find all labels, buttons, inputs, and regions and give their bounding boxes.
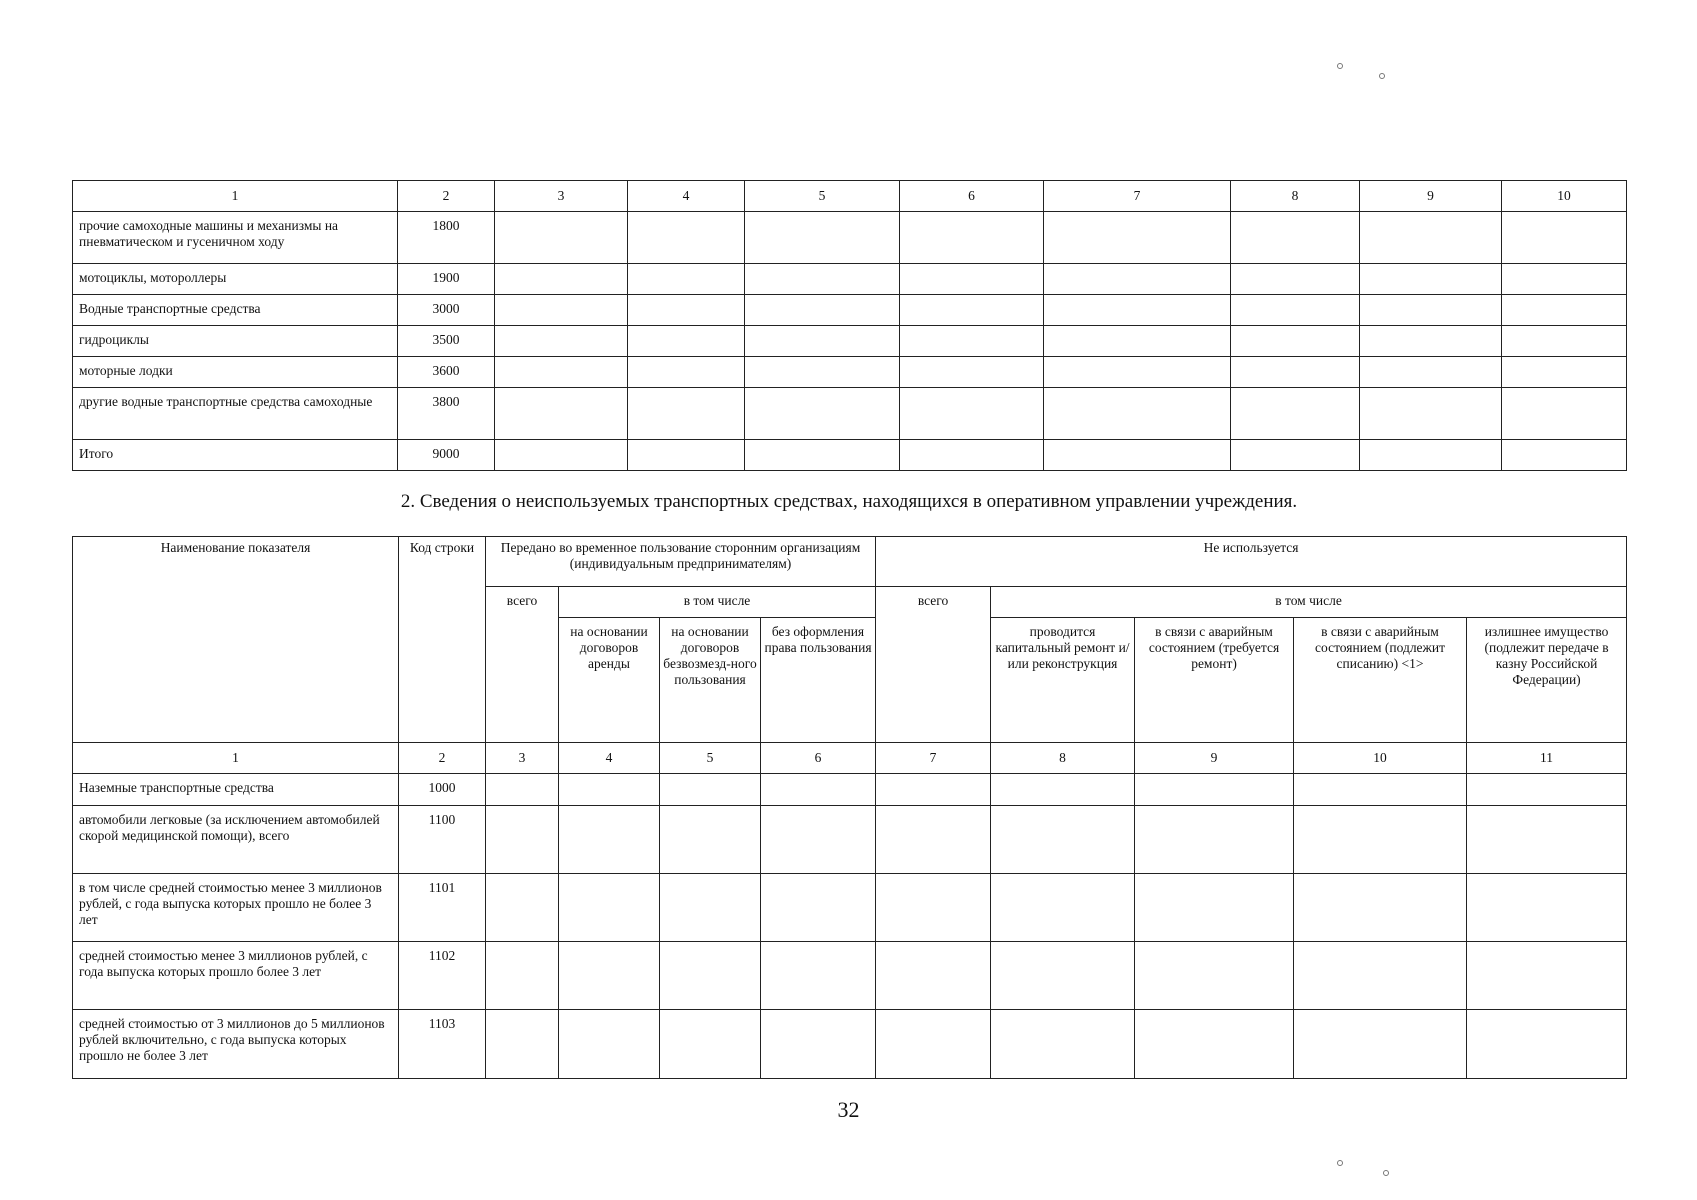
data-cell[interactable] bbox=[495, 388, 628, 440]
column-numbers-row bbox=[73, 743, 1627, 774]
data-cell[interactable] bbox=[1502, 295, 1627, 326]
data-cell[interactable] bbox=[745, 326, 900, 357]
data-cell[interactable] bbox=[1044, 212, 1231, 264]
row-name: моторные лодки bbox=[73, 357, 398, 388]
data-cell[interactable] bbox=[876, 1010, 991, 1079]
row-name: Итого bbox=[73, 440, 398, 471]
table-row bbox=[73, 874, 1627, 942]
column-number: 3 bbox=[486, 743, 559, 774]
row-code: 3600 bbox=[398, 357, 495, 388]
data-cell[interactable] bbox=[1467, 806, 1627, 874]
data-cell[interactable] bbox=[1502, 440, 1627, 471]
data-cell[interactable] bbox=[1135, 942, 1294, 1010]
header-including-not-used: в том числе bbox=[991, 587, 1627, 618]
data-cell[interactable] bbox=[900, 212, 1044, 264]
data-cell[interactable] bbox=[1135, 874, 1294, 942]
data-cell[interactable] bbox=[900, 264, 1044, 295]
column-number: 6 bbox=[761, 743, 876, 774]
row-name: Наземные транспортные средства bbox=[73, 774, 399, 806]
row-name: средней стоимостью от 3 миллионов до 5 миллионов рублей включительно, с года выпуска которых прошло не более 3 лет bbox=[73, 1010, 399, 1079]
header-including-transferred: в том числе bbox=[559, 587, 876, 618]
data-cell[interactable] bbox=[1467, 942, 1627, 1010]
column-number: 9 bbox=[1360, 181, 1502, 212]
data-cell[interactable] bbox=[495, 440, 628, 471]
data-cell[interactable] bbox=[559, 806, 660, 874]
data-cell[interactable] bbox=[1044, 326, 1231, 357]
data-cell[interactable] bbox=[876, 774, 991, 806]
data-cell[interactable] bbox=[991, 874, 1135, 942]
column-numbers-row bbox=[73, 181, 1627, 212]
row-code: 1101 bbox=[399, 874, 486, 942]
column-number: 7 bbox=[876, 743, 991, 774]
data-cell[interactable] bbox=[761, 1010, 876, 1079]
data-cell[interactable] bbox=[559, 942, 660, 1010]
row-code: 1103 bbox=[399, 1010, 486, 1079]
column-number: 3 bbox=[495, 181, 628, 212]
row-name: Водные транспортные средства bbox=[73, 295, 398, 326]
data-cell[interactable] bbox=[991, 1010, 1135, 1079]
data-cell[interactable] bbox=[1360, 388, 1502, 440]
column-number: 5 bbox=[745, 181, 900, 212]
data-cell[interactable] bbox=[660, 942, 761, 1010]
data-cell[interactable] bbox=[745, 440, 900, 471]
column-number: 9 bbox=[1135, 743, 1294, 774]
data-cell[interactable] bbox=[1044, 264, 1231, 295]
data-cell[interactable] bbox=[628, 440, 745, 471]
data-cell[interactable] bbox=[761, 806, 876, 874]
data-cell[interactable] bbox=[660, 774, 761, 806]
data-cell[interactable] bbox=[495, 357, 628, 388]
header-emergency-repair: в связи с аварийным состоянием (требуется ремонт) bbox=[1135, 618, 1294, 743]
row-code: 1102 bbox=[399, 942, 486, 1010]
table-row bbox=[73, 440, 1627, 471]
data-cell[interactable] bbox=[1502, 264, 1627, 295]
table-row bbox=[73, 774, 1627, 806]
data-cell[interactable] bbox=[559, 774, 660, 806]
data-cell[interactable] bbox=[991, 806, 1135, 874]
header-not-used: Не используется bbox=[876, 537, 1627, 587]
data-cell[interactable] bbox=[1360, 212, 1502, 264]
data-cell[interactable] bbox=[1231, 212, 1360, 264]
table-row bbox=[73, 212, 1627, 264]
row-name: средней стоимостью менее 3 миллионов рублей, с года выпуска которых прошло более 3 лет bbox=[73, 942, 399, 1010]
data-cell[interactable] bbox=[628, 388, 745, 440]
header-lease: на основании договоров аренды bbox=[559, 618, 660, 743]
table-row bbox=[73, 264, 1627, 295]
data-cell[interactable] bbox=[1294, 806, 1467, 874]
data-cell[interactable] bbox=[660, 1010, 761, 1079]
data-cell[interactable] bbox=[495, 295, 628, 326]
data-cell[interactable] bbox=[1294, 874, 1467, 942]
data-cell[interactable] bbox=[876, 874, 991, 942]
table-row bbox=[73, 357, 1627, 388]
data-cell[interactable] bbox=[876, 942, 991, 1010]
data-cell[interactable] bbox=[628, 212, 745, 264]
data-cell[interactable] bbox=[1360, 357, 1502, 388]
column-number: 4 bbox=[628, 181, 745, 212]
data-cell[interactable] bbox=[628, 326, 745, 357]
row-name: мотоциклы, мотороллеры bbox=[73, 264, 398, 295]
data-cell[interactable] bbox=[559, 1010, 660, 1079]
row-name: гидроциклы bbox=[73, 326, 398, 357]
unused-vehicles-table bbox=[72, 536, 1627, 1079]
data-cell[interactable] bbox=[900, 440, 1044, 471]
header-no-rights: без оформления права пользования bbox=[761, 618, 876, 743]
data-cell[interactable] bbox=[745, 264, 900, 295]
data-cell[interactable] bbox=[900, 357, 1044, 388]
row-name: в том числе средней стоимостью менее 3 миллионов рублей, с года выпуска которых прошло не более 3 лет bbox=[73, 874, 399, 942]
data-cell[interactable] bbox=[991, 942, 1135, 1010]
row-code: 3000 bbox=[398, 295, 495, 326]
column-number: 1 bbox=[73, 181, 398, 212]
data-cell[interactable] bbox=[660, 806, 761, 874]
data-cell[interactable] bbox=[1135, 774, 1294, 806]
table-row bbox=[73, 1010, 1627, 1079]
data-cell[interactable] bbox=[1360, 295, 1502, 326]
data-cell[interactable] bbox=[495, 264, 628, 295]
data-cell[interactable] bbox=[559, 874, 660, 942]
table-row bbox=[73, 295, 1627, 326]
column-number: 6 bbox=[900, 181, 1044, 212]
header-capital-repair: проводится капитальный ремонт и/или реконструкция bbox=[991, 618, 1135, 743]
data-cell[interactable] bbox=[660, 874, 761, 942]
data-cell[interactable] bbox=[628, 295, 745, 326]
table-row bbox=[73, 388, 1627, 440]
data-cell[interactable] bbox=[628, 264, 745, 295]
data-cell[interactable] bbox=[486, 942, 559, 1010]
column-number: 4 bbox=[559, 743, 660, 774]
column-number: 8 bbox=[991, 743, 1135, 774]
data-cell[interactable] bbox=[1294, 1010, 1467, 1079]
data-cell[interactable] bbox=[1044, 388, 1231, 440]
row-name: автомобили легковые (за исключением автомобилей скорой медицинской помощи), всего bbox=[73, 806, 399, 874]
data-cell[interactable] bbox=[1502, 388, 1627, 440]
data-cell[interactable] bbox=[745, 357, 900, 388]
data-cell[interactable] bbox=[1044, 440, 1231, 471]
row-code: 1000 bbox=[399, 774, 486, 806]
table-row bbox=[73, 942, 1627, 1010]
data-cell[interactable] bbox=[761, 942, 876, 1010]
column-number: 2 bbox=[399, 743, 486, 774]
data-cell[interactable] bbox=[1231, 295, 1360, 326]
header-free-use: на основании договоров безвозмезд-ного пользования bbox=[660, 618, 761, 743]
data-cell[interactable] bbox=[628, 357, 745, 388]
header-indicator-name: Наименование показателя bbox=[73, 537, 399, 743]
data-cell[interactable] bbox=[1231, 326, 1360, 357]
data-cell[interactable] bbox=[745, 212, 900, 264]
header-emergency-writeoff: в связи с аварийным состоянием (подлежит списанию) <1> bbox=[1294, 618, 1467, 743]
data-cell[interactable] bbox=[1294, 774, 1467, 806]
row-code: 1800 bbox=[398, 212, 495, 264]
data-cell[interactable] bbox=[745, 295, 900, 326]
data-cell[interactable] bbox=[1467, 874, 1627, 942]
scan-speck bbox=[1337, 1160, 1343, 1166]
page-number: 32 bbox=[837, 1097, 860, 1122]
data-cell[interactable] bbox=[900, 388, 1044, 440]
header-total-transferred: всего bbox=[486, 587, 559, 743]
header-transferred: Передано во временное пользование сторонним организациям (индивидуальным предпринимателям) bbox=[486, 537, 876, 587]
data-cell[interactable] bbox=[1294, 942, 1467, 1010]
column-number: 7 bbox=[1044, 181, 1231, 212]
scan-speck bbox=[1379, 73, 1385, 79]
row-name: другие водные транспортные средства самоходные bbox=[73, 388, 398, 440]
header-row-code: Код строки bbox=[399, 537, 486, 743]
data-cell[interactable] bbox=[1231, 357, 1360, 388]
data-cell[interactable] bbox=[486, 774, 559, 806]
data-cell[interactable] bbox=[1231, 440, 1360, 471]
data-cell[interactable] bbox=[1360, 326, 1502, 357]
data-cell[interactable] bbox=[761, 774, 876, 806]
data-cell[interactable] bbox=[745, 388, 900, 440]
data-cell[interactable] bbox=[1044, 357, 1231, 388]
row-code: 1100 bbox=[399, 806, 486, 874]
data-cell[interactable] bbox=[1135, 806, 1294, 874]
table-row bbox=[73, 806, 1627, 874]
data-cell[interactable] bbox=[1502, 212, 1627, 264]
row-name: прочие самоходные машины и механизмы на пневматическом и гусеничном ходу bbox=[73, 212, 398, 264]
data-cell[interactable] bbox=[486, 806, 559, 874]
data-cell[interactable] bbox=[1231, 264, 1360, 295]
data-cell[interactable] bbox=[486, 874, 559, 942]
table-row bbox=[73, 326, 1627, 357]
data-cell[interactable] bbox=[1360, 264, 1502, 295]
data-cell[interactable] bbox=[1231, 388, 1360, 440]
data-cell[interactable] bbox=[876, 806, 991, 874]
data-cell[interactable] bbox=[900, 326, 1044, 357]
row-code: 3500 bbox=[398, 326, 495, 357]
data-cell[interactable] bbox=[1360, 440, 1502, 471]
data-cell[interactable] bbox=[1044, 295, 1231, 326]
row-code: 3800 bbox=[398, 388, 495, 440]
scan-speck bbox=[1337, 63, 1343, 69]
data-cell[interactable] bbox=[1135, 1010, 1294, 1079]
data-cell[interactable] bbox=[1467, 1010, 1627, 1079]
header-total-not-used: всего bbox=[876, 587, 991, 743]
vehicles-table-continuation bbox=[72, 180, 1627, 471]
scan-speck bbox=[1383, 1170, 1389, 1176]
data-cell[interactable] bbox=[991, 774, 1135, 806]
data-cell[interactable] bbox=[495, 212, 628, 264]
data-cell[interactable] bbox=[1502, 326, 1627, 357]
data-cell[interactable] bbox=[761, 874, 876, 942]
row-code: 1900 bbox=[398, 264, 495, 295]
column-number: 2 bbox=[398, 181, 495, 212]
data-cell[interactable] bbox=[495, 326, 628, 357]
column-number: 1 bbox=[73, 743, 399, 774]
data-cell[interactable] bbox=[486, 1010, 559, 1079]
section-title: 2. Сведения о неиспользуемых транспортных средствах, находящихся в оперативном управлении учреждения. bbox=[400, 491, 1298, 512]
column-number: 10 bbox=[1502, 181, 1627, 212]
row-code: 9000 bbox=[398, 440, 495, 471]
column-number: 5 bbox=[660, 743, 761, 774]
column-number: 10 bbox=[1294, 743, 1467, 774]
data-cell[interactable] bbox=[1502, 357, 1627, 388]
data-cell[interactable] bbox=[900, 295, 1044, 326]
data-cell[interactable] bbox=[1467, 774, 1627, 806]
header-excess-property: излишнее имущество (подлежит передаче в казну Российской Федерации) bbox=[1467, 618, 1627, 743]
column-number: 11 bbox=[1467, 743, 1627, 774]
column-number: 8 bbox=[1231, 181, 1360, 212]
